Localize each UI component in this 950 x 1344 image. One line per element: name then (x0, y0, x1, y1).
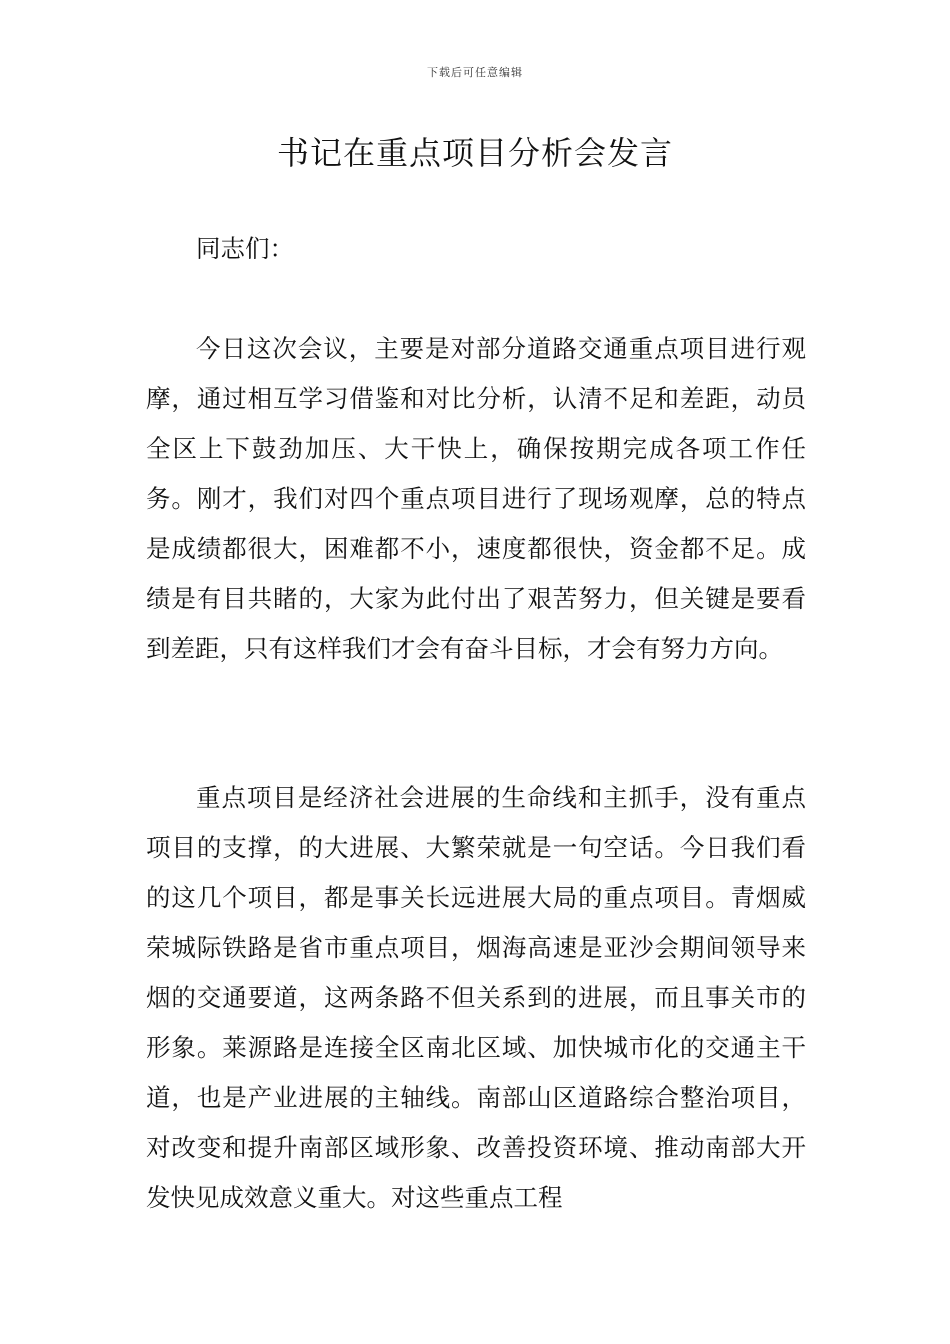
paragraph-2: 重点项目是经济社会进展的生命线和主抓手，没有重点项目的支撑，的大进展、大繁荣就是一句空话。今日我们看的这几个项目，都是事关长远进展大局的重点项目。青烟威荣城际铁路是省市重点项目，烟海高速是亚沙会期间领导来烟的交通要道，这两条路不但关系到的进展，而且事关市的形象。莱源路是连接全区南北区域、加快城市化的交通主干道，也是产业进展的主轴线。南部山区道路综合整治项目，对改变和提升南部区域形象、改善投资环境、推动南部大开发快见成效意义重大。对这些重点工程 (146, 783, 806, 1212)
paragraph-1: 今日这次会议，主要是对部分道路交通重点项目进行观摩，通过相互学习借鉴和对比分析，认清不足和差距，动员全区上下鼓劲加压、大干快上，确保按期完成各项工作任务。刚才，我们对四个重点项目进行了现场观摩，总的特点是成绩都很大，困难都不小，速度都很快，资金都不足。成绩是有目共睹的，大家为此付出了艰苦努力，但关键是要看到差距，只有这样我们才会有奋斗目标，才会有努力方向。 (146, 334, 806, 663)
header-note: 下载后可任意编辑 (427, 66, 523, 79)
document-title: 书记在重点项目分析会发言 (276, 134, 673, 172)
salutation: 同志们： (196, 234, 294, 263)
